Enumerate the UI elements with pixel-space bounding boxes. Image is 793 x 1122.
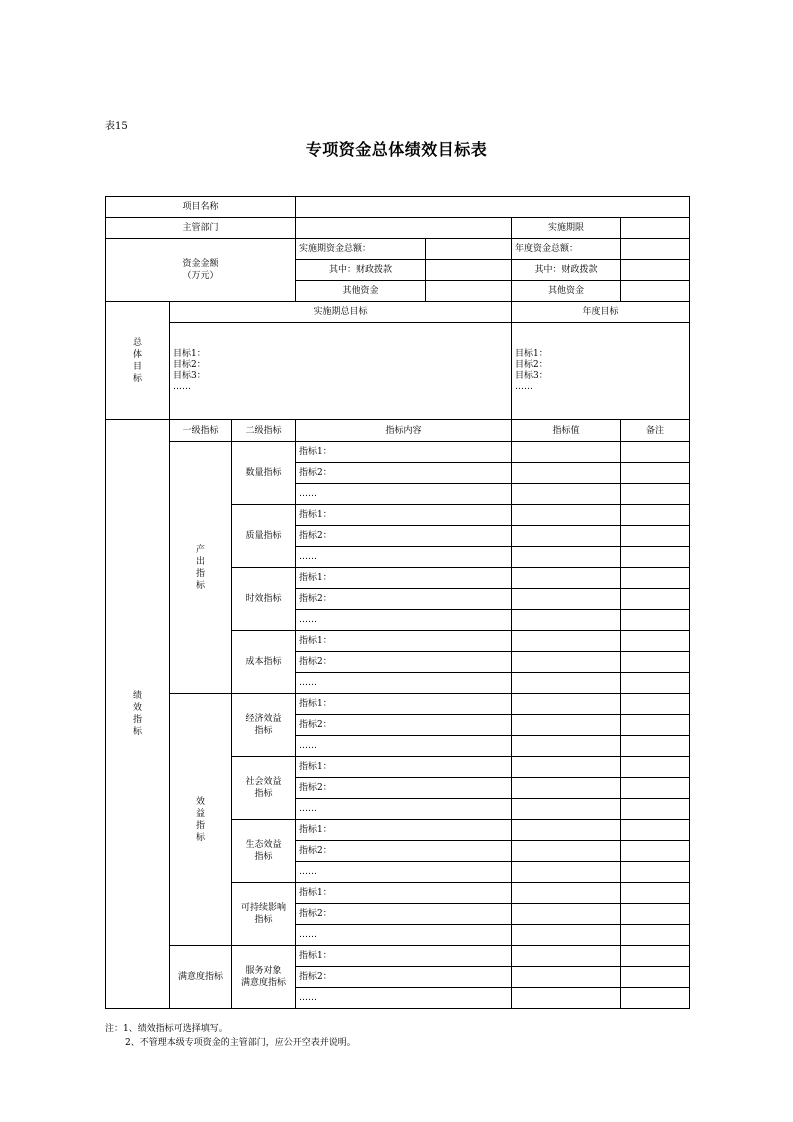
indicator-remark[interactable] (621, 862, 690, 883)
indicator-remark[interactable] (621, 841, 690, 862)
indicator-item[interactable]: 指标1： (296, 883, 512, 904)
indicator-item[interactable]: 指标2： (296, 589, 512, 610)
indicator-item[interactable]: 指标1： (296, 568, 512, 589)
col-remark-header: 备注 (621, 420, 690, 442)
satisfaction-indicator-label: 满意度指标 (170, 946, 232, 1009)
other-left-label: 其他资金 (296, 281, 426, 302)
indicator-value[interactable] (512, 484, 621, 505)
indicator-item[interactable]: 指标1： (296, 757, 512, 778)
indicator-remark[interactable] (621, 631, 690, 652)
indicator-item[interactable]: 指标1： (296, 442, 512, 463)
indicator-value[interactable] (512, 547, 621, 568)
indicator-value[interactable] (512, 904, 621, 925)
fiscal-right-value[interactable] (621, 260, 690, 281)
output-char: 产 (195, 544, 205, 555)
period-goal-content[interactable] (170, 323, 512, 420)
col-value-header: 指标值 (512, 420, 621, 442)
indicator-value[interactable] (512, 463, 621, 484)
indicator-value[interactable] (512, 862, 621, 883)
level2-line: 社会效益 (245, 777, 282, 787)
indicator-remark[interactable] (621, 904, 690, 925)
indicator-item[interactable]: 指标2： (296, 778, 512, 799)
sustainable-impact-indicator (232, 883, 296, 946)
benefit-char: 标 (195, 832, 205, 843)
indicator-value[interactable] (512, 799, 621, 820)
timeliness-indicator: 时效指标 (232, 568, 296, 631)
indicator-item[interactable]: 指标2： (296, 652, 512, 673)
service-satisfaction-indicator (232, 946, 296, 1009)
indicator-item[interactable]: …… (296, 799, 512, 820)
indicator-value[interactable] (512, 715, 621, 736)
indicator-remark[interactable] (621, 526, 690, 547)
goal-item: 目标2： (173, 360, 206, 370)
indicator-item[interactable]: 指标2： (296, 904, 512, 925)
indicator-item[interactable]: 指标1： (296, 505, 512, 526)
performance-indicator-label (106, 420, 170, 1009)
funds-label (106, 239, 296, 302)
indicator-remark[interactable] (621, 967, 690, 988)
output-char: 指 (195, 568, 205, 579)
output-indicator-label (170, 442, 232, 694)
indicator-value[interactable] (512, 988, 621, 1009)
indicator-item[interactable]: 指标1： (296, 820, 512, 841)
overall-goal-label (106, 302, 170, 420)
output-char: 标 (195, 580, 205, 591)
level2-line: 可持续影响 (241, 903, 287, 913)
indicator-item[interactable]: 指标2： (296, 463, 512, 484)
indicator-value[interactable] (512, 652, 621, 673)
indicator-remark[interactable] (621, 694, 690, 715)
indicator-item[interactable]: 指标2： (296, 841, 512, 862)
indicator-value[interactable] (512, 820, 621, 841)
project-name-value[interactable] (296, 197, 690, 218)
indicator-remark[interactable] (621, 736, 690, 757)
indicator-value[interactable] (512, 610, 621, 631)
indicator-item[interactable]: 指标1： (296, 631, 512, 652)
benefit-char: 效 (195, 796, 205, 807)
indicator-remark[interactable] (621, 442, 690, 463)
indicator-item[interactable]: …… (296, 988, 512, 1009)
annual-goal-header: 年度目标 (512, 302, 690, 323)
fiscal-left-label: 其中：财政拨款 (296, 260, 426, 281)
other-left-value[interactable] (426, 281, 512, 302)
annual-total-label: 年度资金总额： (512, 239, 621, 260)
level2-line: 服务对象 (245, 966, 282, 976)
indicator-value[interactable] (512, 883, 621, 904)
indicator-value[interactable] (512, 442, 621, 463)
funds-label-line2: （万元） (182, 271, 219, 281)
period-total-label: 实施期资金总额： (296, 239, 426, 260)
indicator-char: 效 (132, 703, 142, 713)
level2-line: 满意度指标 (241, 978, 287, 988)
indicator-value[interactable] (512, 631, 621, 652)
project-name-label: 项目名称 (106, 197, 296, 218)
table-number: 表15 (105, 121, 128, 132)
level2-line: 指标 (254, 915, 273, 925)
indicator-remark[interactable] (621, 820, 690, 841)
indicator-remark[interactable] (621, 757, 690, 778)
funds-label-line1: 资金金额 (182, 259, 219, 269)
overall-goal-char: 总 (132, 337, 142, 348)
goal-item: 目标1： (515, 349, 548, 359)
level2-line: 经济效益 (245, 714, 282, 724)
indicator-remark[interactable] (621, 988, 690, 1009)
indicator-remark[interactable] (621, 547, 690, 568)
col-content-header: 指标内容 (296, 420, 512, 442)
footnotes (105, 1022, 356, 1050)
fiscal-left-value[interactable] (426, 260, 512, 281)
indicator-item[interactable]: …… (296, 925, 512, 946)
period-total-value[interactable] (426, 239, 512, 260)
level2-line: 指标 (254, 726, 273, 736)
level2-line: 生态效益 (245, 840, 282, 850)
note-1: 注：1、绩效指标可选择填写。 (105, 1024, 228, 1034)
indicator-remark[interactable] (621, 715, 690, 736)
fiscal-right-label: 其中：财政拨款 (512, 260, 621, 281)
indicator-remark[interactable] (621, 505, 690, 526)
indicator-remark[interactable] (621, 799, 690, 820)
benefit-char: 益 (195, 808, 205, 819)
annual-goal-content[interactable] (512, 323, 690, 420)
level2-line: 指标 (254, 852, 273, 862)
indicator-value[interactable] (512, 925, 621, 946)
indicator-char: 标 (132, 727, 142, 737)
performance-goal-table (105, 196, 690, 1009)
benefit-char: 指 (195, 820, 205, 831)
annual-total-value[interactable] (621, 239, 690, 260)
indicator-value[interactable] (512, 568, 621, 589)
overall-goal-char: 目 (132, 361, 142, 372)
indicator-remark[interactable] (621, 610, 690, 631)
col-level1-header: 一级指标 (170, 420, 232, 442)
other-right-value[interactable] (621, 281, 690, 302)
indicator-value[interactable] (512, 526, 621, 547)
indicator-remark[interactable] (621, 925, 690, 946)
social-benefit-indicator (232, 757, 296, 820)
indicator-remark[interactable] (621, 589, 690, 610)
quality-indicator: 质量指标 (232, 505, 296, 568)
note-2: 2、不管理本级专项资金的主管部门，应公开空表并说明。 (125, 1038, 356, 1048)
indicator-remark[interactable] (621, 652, 690, 673)
indicator-item[interactable]: 指标1： (296, 694, 512, 715)
goal-item: 目标1： (173, 349, 206, 359)
indicator-value[interactable] (512, 589, 621, 610)
col-level2-header: 二级指标 (232, 420, 296, 442)
indicator-item[interactable]: 指标2： (296, 526, 512, 547)
indicator-item[interactable]: …… (296, 547, 512, 568)
indicator-value[interactable] (512, 757, 621, 778)
dept-value[interactable] (296, 218, 512, 239)
indicator-value[interactable] (512, 673, 621, 694)
indicator-remark[interactable] (621, 883, 690, 904)
indicator-remark[interactable] (621, 568, 690, 589)
goal-item: 目标2： (515, 360, 548, 370)
output-char: 出 (195, 556, 205, 567)
indicator-item[interactable]: …… (296, 736, 512, 757)
indicator-item[interactable]: …… (296, 484, 512, 505)
indicator-value[interactable] (512, 778, 621, 799)
benefit-indicator-label (170, 694, 232, 946)
overall-goal-char: 体 (132, 349, 142, 360)
page-title: 专项资金总体绩效目标表 (305, 140, 488, 159)
indicator-value[interactable] (512, 736, 621, 757)
level2-line: 指标 (254, 789, 273, 799)
indicator-value[interactable] (512, 505, 621, 526)
indicator-char: 指 (132, 715, 142, 725)
indicator-remark[interactable] (621, 484, 690, 505)
goal-item: …… (173, 382, 191, 392)
indicator-item[interactable]: 指标2： (296, 715, 512, 736)
indicator-value[interactable] (512, 694, 621, 715)
goal-item: …… (515, 382, 534, 392)
period-goal-header: 实施期总目标 (170, 302, 512, 323)
overall-goal-char: 标 (132, 373, 142, 384)
indicator-item[interactable]: …… (296, 610, 512, 631)
indicator-remark[interactable] (621, 778, 690, 799)
indicator-char: 绩 (132, 691, 142, 701)
other-right-label: 其他资金 (512, 281, 621, 302)
period-value[interactable] (621, 218, 690, 239)
indicator-value[interactable] (512, 841, 621, 862)
indicator-item[interactable]: …… (296, 673, 512, 694)
period-label: 实施期限 (512, 218, 621, 239)
dept-label: 主管部门 (106, 218, 296, 239)
indicator-remark[interactable] (621, 946, 690, 967)
indicator-value[interactable] (512, 946, 621, 967)
indicator-item[interactable]: 指标1： (296, 946, 512, 967)
economic-benefit-indicator (232, 694, 296, 757)
indicator-value[interactable] (512, 967, 621, 988)
quantity-indicator: 数量指标 (232, 442, 296, 505)
cost-indicator: 成本指标 (232, 631, 296, 694)
goal-item: 目标3： (173, 371, 206, 381)
goal-item: 目标3： (515, 371, 548, 381)
indicator-item[interactable]: …… (296, 862, 512, 883)
indicator-remark[interactable] (621, 673, 690, 694)
indicator-item[interactable]: 指标2： (296, 967, 512, 988)
ecological-benefit-indicator (232, 820, 296, 883)
indicator-remark[interactable] (621, 463, 690, 484)
